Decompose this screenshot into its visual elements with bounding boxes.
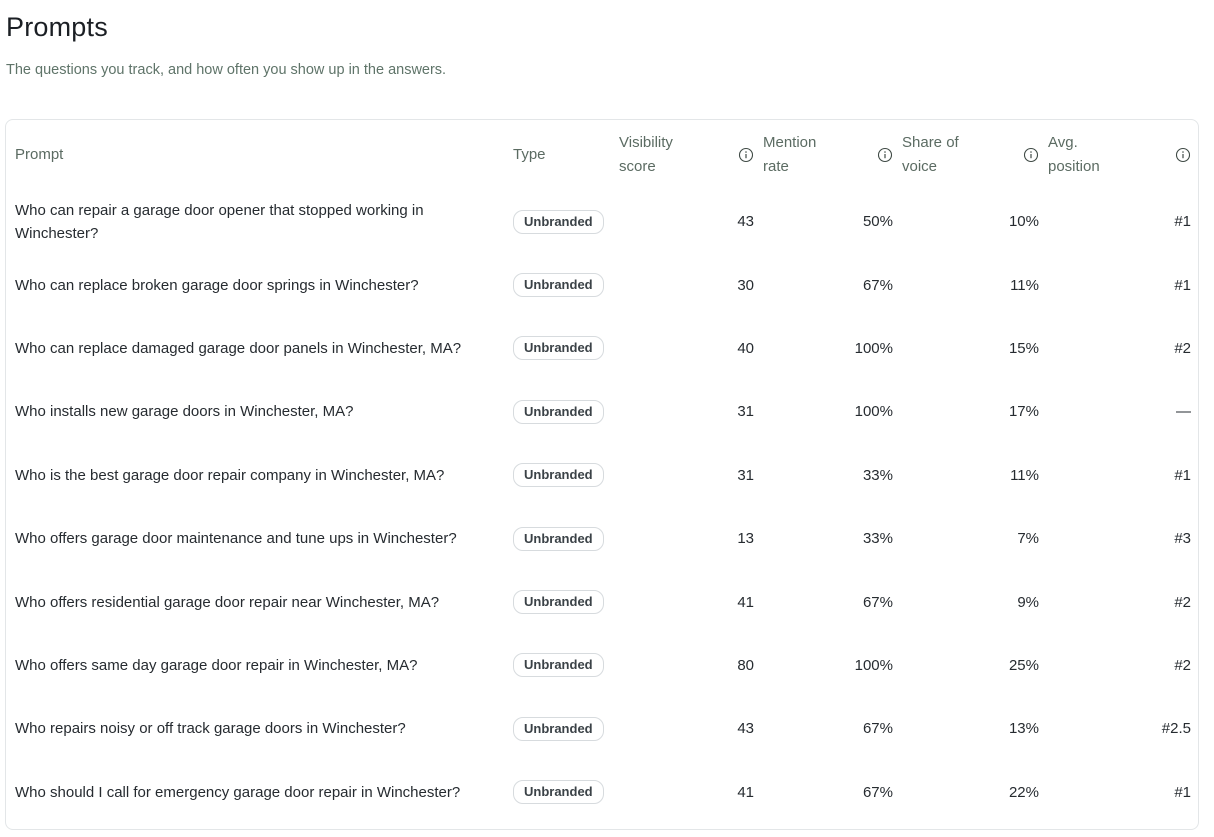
mention-cell: 67%: [862, 783, 893, 801]
table-row[interactable]: [6, 570, 1200, 633]
mention-header-label: Mention rate: [763, 134, 817, 175]
table-header-row: [6, 120, 1200, 190]
table-row[interactable]: [6, 761, 1200, 824]
share-header-label: Share of voice: [902, 134, 959, 175]
table-row[interactable]: [6, 444, 1200, 507]
type-cell: [504, 697, 619, 760]
visibility-cell: 31: [737, 403, 754, 421]
avg-position-cell: #2: [1174, 339, 1191, 357]
share-cell: 13%: [1008, 720, 1039, 738]
type-badge: Unbranded: [513, 273, 604, 297]
type-cell: [504, 380, 619, 443]
avg-position-cell: #1: [1174, 213, 1191, 231]
table-row[interactable]: [6, 253, 1200, 316]
visibility-cell: 13: [737, 530, 754, 548]
avg-position-cell: #1: [1174, 276, 1191, 294]
type-badge: Unbranded: [513, 653, 604, 677]
avg-header-label: Avg. position: [1048, 134, 1100, 175]
avg-position-cell: #2: [1174, 593, 1191, 611]
mention-cell: 100%: [854, 656, 893, 674]
type-cell: [504, 317, 619, 380]
share-cell: 9%: [1017, 593, 1039, 611]
table-row[interactable]: [6, 190, 1200, 253]
mention-cell: 100%: [854, 403, 893, 421]
prompt-cell: Who can replace broken garage door springs in Winchester?: [15, 276, 419, 294]
type-badge: Unbranded: [513, 210, 604, 234]
prompt-cell: Who can repair a garage door opener that stopped working in Winchester?: [15, 201, 424, 242]
type-cell: [504, 190, 619, 253]
visibility-cell: 41: [737, 783, 754, 801]
type-badge: Unbranded: [513, 780, 604, 804]
visibility-header-label: Visibility score: [619, 134, 673, 175]
table-row[interactable]: [6, 380, 1200, 443]
share-cell: 22%: [1008, 783, 1039, 801]
column-header-type[interactable]: Type: [513, 146, 546, 163]
mention-cell: 100%: [854, 339, 893, 357]
info-icon[interactable]: [738, 147, 754, 163]
prompt-cell: Who can replace damaged garage door panels in Winchester, MA?: [15, 339, 462, 357]
page-subtitle: The questions you track, and how often you show up in the answers.: [6, 62, 447, 78]
column-header-visibility[interactable]: [619, 120, 763, 190]
type-cell: [504, 634, 619, 697]
mention-cell: 67%: [862, 593, 893, 611]
column-header-avg-position[interactable]: [1048, 120, 1200, 190]
avg-position-cell: #1: [1174, 466, 1191, 484]
share-cell: 11%: [1010, 276, 1039, 294]
share-cell: 25%: [1008, 656, 1039, 674]
prompt-cell: Who offers garage door maintenance and tune ups in Winchester?: [15, 530, 457, 548]
type-badge: Unbranded: [513, 463, 604, 487]
page-title: Prompts: [6, 12, 108, 42]
type-cell: [504, 761, 619, 824]
prompts-table: [6, 120, 1200, 824]
table-row[interactable]: [6, 634, 1200, 697]
type-cell: [504, 444, 619, 507]
table-row[interactable]: [6, 507, 1200, 570]
share-cell: 17%: [1008, 403, 1039, 421]
column-header-prompt[interactable]: Prompt: [15, 146, 64, 163]
share-cell: 11%: [1010, 466, 1039, 484]
visibility-cell: 30: [737, 276, 754, 294]
prompt-cell: Who is the best garage door repair company in Winchester, MA?: [15, 466, 445, 484]
visibility-cell: 80: [737, 656, 754, 674]
share-cell: 7%: [1017, 530, 1039, 548]
info-icon[interactable]: [1023, 147, 1039, 163]
visibility-cell: 41: [737, 593, 754, 611]
type-badge: Unbranded: [513, 336, 604, 360]
visibility-cell: 43: [737, 213, 754, 231]
type-cell: [504, 570, 619, 633]
avg-position-cell: —: [1176, 403, 1191, 421]
visibility-cell: 31: [737, 466, 754, 484]
info-icon[interactable]: [1175, 147, 1191, 163]
mention-cell: 67%: [862, 720, 893, 738]
avg-position-cell: #3: [1174, 530, 1191, 548]
type-cell: [504, 507, 619, 570]
share-cell: 10%: [1008, 213, 1039, 231]
prompt-cell: Who should I call for emergency garage door repair in Winchester?: [15, 783, 461, 801]
column-header-share-of-voice[interactable]: [902, 120, 1048, 190]
mention-cell: 33%: [862, 466, 893, 484]
prompt-cell: Who offers same day garage door repair in Winchester, MA?: [15, 656, 418, 674]
mention-cell: 33%: [862, 530, 893, 548]
share-cell: 15%: [1008, 339, 1039, 357]
column-header-mention-rate[interactable]: [763, 120, 902, 190]
mention-cell: 50%: [862, 213, 893, 231]
prompts-table-card: [5, 119, 1199, 830]
table-row[interactable]: [6, 697, 1200, 760]
type-badge: Unbranded: [513, 527, 604, 551]
info-icon[interactable]: [877, 147, 893, 163]
type-badge: Unbranded: [513, 717, 604, 741]
type-badge: Unbranded: [513, 400, 604, 424]
avg-position-cell: #1: [1174, 783, 1191, 801]
avg-position-cell: #2: [1174, 656, 1191, 674]
prompt-cell: Who installs new garage doors in Winchester, MA?: [15, 403, 354, 421]
type-cell: [504, 253, 619, 316]
mention-cell: 67%: [862, 276, 893, 294]
prompt-cell: Who repairs noisy or off track garage doors in Winchester?: [15, 720, 406, 738]
visibility-cell: 43: [737, 720, 754, 738]
visibility-cell: 40: [737, 339, 754, 357]
type-badge: Unbranded: [513, 590, 604, 614]
prompt-cell: Who offers residential garage door repair near Winchester, MA?: [15, 593, 440, 611]
avg-position-cell: #2.5: [1161, 720, 1191, 738]
table-row[interactable]: [6, 317, 1200, 380]
